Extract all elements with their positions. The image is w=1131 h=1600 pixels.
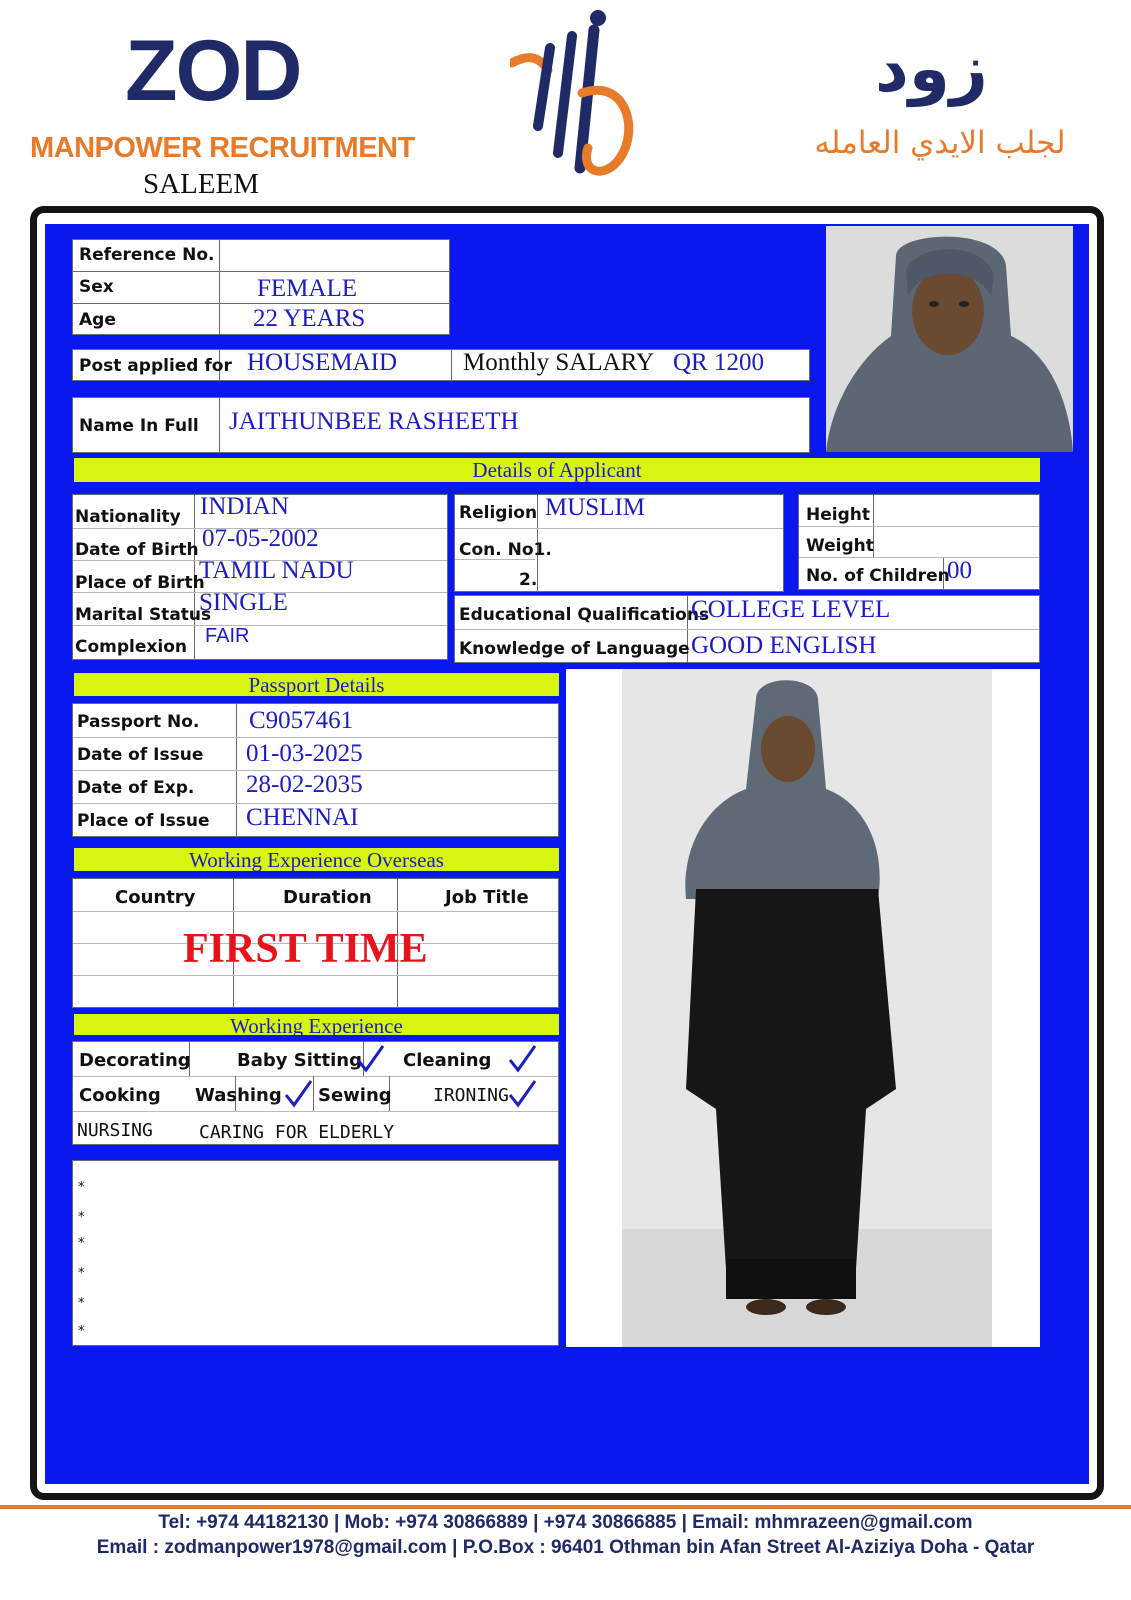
company-logo-text: ZOD — [125, 23, 301, 119]
note-bullet: * — [78, 1266, 85, 1281]
post-value: HOUSEMAID — [247, 349, 397, 376]
name-label: Name In Full — [79, 416, 199, 436]
issue-place-label: Place of Issue — [77, 811, 210, 831]
footer-address-line: Email : zodmanpower1978@gmail.com | P.O.Box : 96401 Othman bin Afan Street Al-Aziziya Doha - Qatar — [96, 1537, 1035, 1558]
nationality-label: Nationality — [75, 507, 181, 527]
contact1-label: Con. No1. — [459, 540, 552, 560]
pob-value: TAMIL NADU — [199, 557, 354, 584]
expiry-date-label: Date of Exp. — [77, 778, 195, 798]
age-value: 22 YEARS — [253, 305, 366, 332]
dob-label: Date of Birth — [75, 540, 199, 560]
religion-table — [454, 494, 784, 592]
passport-no-label: Passport No. — [77, 712, 200, 732]
cleaning-check-icon — [507, 1044, 537, 1074]
skill-decorating: Decorating — [79, 1050, 191, 1071]
weight-label: Weight — [806, 536, 874, 556]
marital-label: Marital Status — [75, 605, 212, 625]
col-duration-header: Duration — [283, 887, 372, 908]
children-value: 00 — [947, 557, 972, 584]
height-label: Height — [806, 505, 870, 525]
nationality-value: INDIAN — [200, 493, 289, 520]
section-overseas-title: Working Experience Overseas — [74, 848, 559, 871]
physical-table — [798, 494, 1040, 590]
dob-value: 07-05-2002 — [202, 525, 319, 552]
washing-check-icon — [283, 1079, 313, 1109]
issue-date-label: Date of Issue — [77, 745, 204, 765]
note-bullet: * — [78, 1210, 85, 1225]
skill-washing: Washing — [195, 1085, 282, 1106]
religion-label: Religion — [459, 503, 538, 523]
reference-label: Reference No. — [79, 245, 215, 265]
pob-label: Place of Birth — [75, 573, 205, 593]
post-row — [72, 349, 810, 381]
skill-nursing: NURSING — [77, 1120, 153, 1141]
footer-divider — [0, 1505, 1131, 1509]
section-details-title: Details of Applicant — [74, 458, 1040, 482]
religion-value: MUSLIM — [545, 494, 646, 521]
skill-caring-elderly: CARING FOR ELDERLY — [199, 1122, 395, 1143]
footer-contact-line: Tel: +974 44182130 | Mob: +974 30866889 | +974 30866885 | Email: mhmrazeen@gmail.com — [158, 1512, 973, 1533]
overseas-table — [72, 878, 559, 1008]
expiry-date-value: 28-02-2035 — [246, 771, 363, 798]
skill-ironing: IRONING — [433, 1085, 509, 1106]
skill-cleaning: Cleaning — [403, 1050, 492, 1071]
note-bullet: * — [78, 1296, 85, 1311]
name-value: JAITHUNBEE RASHEETH — [229, 408, 519, 435]
salary-value: QR 1200 — [673, 349, 764, 376]
post-label: Post applied for — [79, 356, 232, 376]
baby-sitting-check-icon — [355, 1044, 385, 1074]
agent-name: SALEEM — [143, 168, 259, 200]
qualification-table — [454, 595, 1040, 663]
issue-date-value: 01-03-2025 — [246, 740, 363, 767]
full-name-row — [72, 397, 810, 453]
section-experience-title: Working Experience — [74, 1014, 559, 1035]
education-label: Educational Qualifications — [459, 605, 710, 625]
portrait-photo — [826, 226, 1073, 452]
children-label: No. of Children — [806, 566, 950, 586]
note-bullet: * — [78, 1324, 85, 1339]
first-time-note: FIRST TIME — [183, 926, 428, 972]
complexion-label: Complexion — [75, 637, 187, 657]
arabic-subtitle: لجلب الايدي العامله — [814, 125, 1066, 161]
note-bullet: * — [78, 1180, 85, 1195]
company-logo-mark-icon — [510, 8, 660, 183]
ironing-check-icon — [507, 1079, 537, 1109]
language-label: Knowledge of Language — [459, 639, 690, 659]
note-bullet: * — [78, 1236, 85, 1251]
arabic-logo-text: زود — [875, 30, 988, 107]
col-country-header: Country — [115, 887, 196, 908]
sex-label: Sex — [79, 277, 114, 297]
personal-table — [72, 494, 448, 660]
contact2-label: 2. — [519, 570, 538, 590]
full-body-photo — [566, 669, 1040, 1347]
complexion-value: FAIR — [205, 625, 250, 647]
passport-no-value: C9057461 — [249, 707, 354, 734]
passport-table — [72, 703, 559, 837]
marital-value: SINGLE — [199, 589, 288, 616]
notes-box — [72, 1160, 559, 1346]
company-subtitle: MANPOWER RECRUITMENT — [30, 132, 415, 164]
col-job-title-header: Job Title — [445, 887, 529, 908]
language-value: GOOD ENGLISH — [691, 632, 877, 659]
skill-cooking: Cooking — [79, 1085, 161, 1106]
skills-table — [72, 1041, 559, 1145]
sex-value: FEMALE — [257, 275, 357, 302]
identity-table — [72, 239, 450, 335]
section-passport-title: Passport Details — [74, 673, 559, 696]
salary-label: Monthly SALARY — [463, 349, 655, 376]
age-label: Age — [79, 310, 116, 330]
issue-place-value: CHENNAI — [246, 804, 359, 831]
education-value: COLLEGE LEVEL — [691, 596, 891, 623]
skill-baby-sitting: Baby Sitting — [237, 1050, 362, 1071]
skill-sewing: Sewing — [318, 1085, 392, 1106]
